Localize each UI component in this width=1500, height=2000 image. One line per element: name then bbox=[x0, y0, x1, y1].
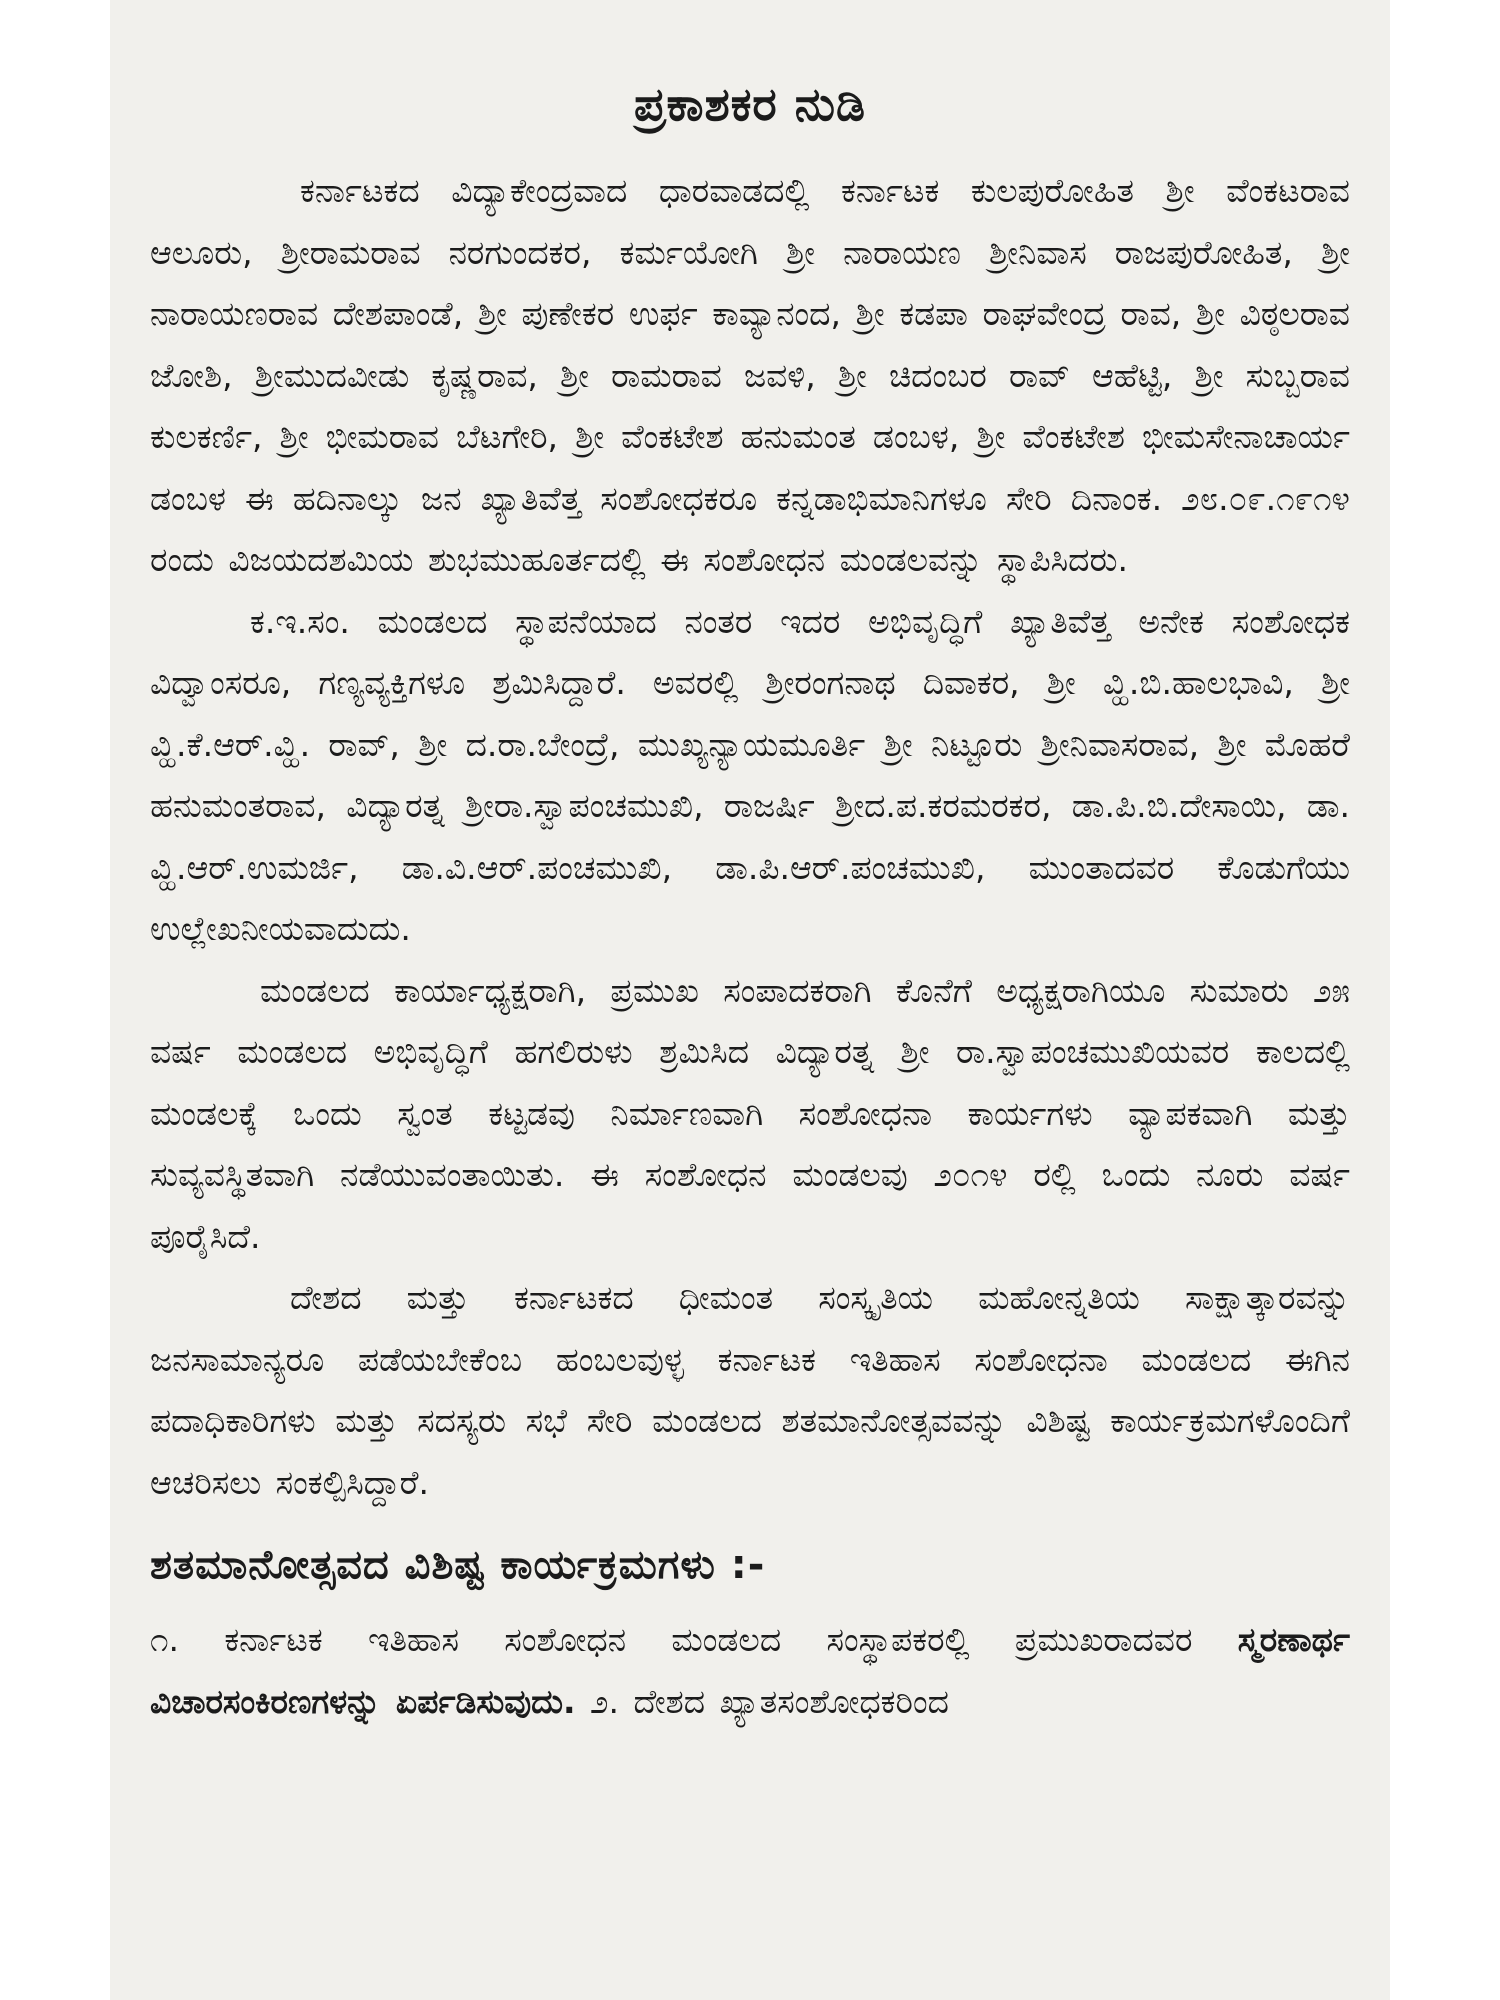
list-item-2-text: ದೇಶದ ಖ್ಯಾತಸಂಶೋಧಕರಿಂದ bbox=[633, 1682, 949, 1721]
page-title: ಪ್ರಕಾಶಕರ ನುಡಿ bbox=[634, 77, 866, 131]
section-heading: ಶತಮಾನೋತ್ಸವದ ವಿಶಿಷ್ಟ ಕಾರ್ಯಕ್ರಮಗಳು :- bbox=[150, 1542, 766, 1588]
paragraph-contributors: ಕ.ಇ.ಸಂ. ಮಂಡಲದ ಸ್ಥಾಪನೆಯಾದ ನಂತರ ಇದರ ಅಭಿವೃದ್ಧಿಗೆ ಖ್ಯಾತಿವೆತ್ತ ಅನೇಕ ಸಂಶೋಧಕ ವಿದ್ವಾಂಸರೂ, ಗಣ್ಯವ್ಯಕ್ತಿಗಳೂ ಶ್ರಮಿಸಿದ್ದಾರೆ. ಅವರಲ್ಲಿ ಶ್ರೀರಂಗನಾಥ ದಿವಾಕರ, ಶ್ರೀ ವ್ಹಿ.ಬಿ.ಹಾಲಭಾವಿ, ಶ್ರೀ ವ್ಹಿ.ಕೆ.ಆರ್.ವ್ಹಿ. ರಾವ್, ಶ್ರೀ ದ.ರಾ.ಬೇಂದ್ರೆ, ಮುಖ್ಯನ್ಯಾಯಮೂರ್ತಿ ಶ್ರೀ ನಿಟ್ಟೂರು ಶ್ರೀನಿವಾಸರಾವ, ಶ್ರೀ ಮೊಹರೆ ಹನುಮಂತರಾವ, ವಿದ್ಯಾರತ್ನ ಶ್ರೀರಾ.ಸ್ವಾಪಂಚಮುಖಿ, ರಾಜರ್ಷಿ ಶ್ರೀದ.ಪ.ಕರಮರಕರ, ಡಾ.ಪಿ.ಬಿ.ದೇಸಾಯಿ, ಡಾ. ವ್ಹಿ.ಆರ್.ಉಮರ್ಜಿ, ಡಾ.ವಿ.ಆರ್.ಪಂಚಮುಖಿ, ಡಾ.ಪಿ.ಆರ್.ಪಂಚಮುಖಿ, ಮುಂತಾದವರ ಕೊಡುಗೆಯು ಉಲ್ಲೇಖನೀಯವಾದುದು. bbox=[150, 601, 1350, 948]
list-item-1-number: ೧. bbox=[150, 1620, 179, 1659]
list-item-1-text: ಕರ್ನಾಟಕ ಇತಿಹಾಸ ಸಂಶೋಧನ ಮಂಡಲದ ಸಂಸ್ಥಾಪಕರಲ್ಲಿ ಪ್ರಮುಖರಾದವರ bbox=[224, 1620, 1193, 1659]
program-list bbox=[150, 1609, 1350, 1733]
paragraph-building: ಮಂಡಲದ ಕಾರ್ಯಾಧ್ಯಕ್ಷರಾಗಿ, ಪ್ರಮುಖ ಸಂಪಾದಕರಾಗಿ ಕೊನೆಗೆ ಅಧ್ಯಕ್ಷರಾಗಿಯೂ ಸುಮಾರು ೨೫ ವರ್ಷ ಮಂಡಲದ ಅಭಿವೃದ್ಧಿಗೆ ಹಗಲಿರುಳು ಶ್ರಮಿಸಿದ ವಿದ್ಯಾರತ್ನ ಶ್ರೀ ರಾ.ಸ್ವಾಪಂಚಮುಖಿಯವರ ಕಾಲದಲ್ಲಿ ಮಂಡಲಕ್ಕೆ ಒಂದು ಸ್ವಂತ ಕಟ್ಟಡವು ನಿರ್ಮಾಣವಾಗಿ ಸಂಶೋಧನಾ ಕಾರ್ಯಗಳು ವ್ಯಾಪಕವಾಗಿ ಮತ್ತು ಸುವ್ಯವಸ್ಥಿತವಾಗಿ ನಡೆಯುವಂತಾಯಿತು. ಈ ಸಂಶೋಧನ ಮಂಡಲವು ೨೦೧೪ ರಲ್ಲಿ ಒಂದು ನೂರು ವರ್ಷ ಪೂರೈಸಿದೆ. bbox=[150, 970, 1350, 1256]
paragraph-founders: ಕರ್ನಾಟಕದ ವಿದ್ಯಾಕೇಂದ್ರವಾದ ಧಾರವಾಡದಲ್ಲಿ ಕರ್ನಾಟಕ ಕುಲಪುರೋಹಿತ ಶ್ರೀ ವೆಂಕಟರಾವ ಆಲೂರು, ಶ್ರೀರಾಮರಾವ ನರಗುಂದಕರ, ಕರ್ಮಯೋಗಿ ಶ್ರೀ ನಾರಾಯಣ ಶ್ರೀನಿವಾಸ ರಾಜಪುರೋಹಿತ, ಶ್ರೀ ನಾರಾಯಣರಾವ ದೇಶಪಾಂಡೆ, ಶ್ರೀ ಪುಣೇಕರ ಉರ್ಫ ಕಾವ್ಯಾನಂದ, ಶ್ರೀ ಕಡಪಾ ರಾಘವೇಂದ್ರ ರಾವ, ಶ್ರೀ ವಿಠ್ಠಲರಾವ ಜೋಶಿ, ಶ್ರೀಮುದವೀಡು ಕೃಷ್ಣರಾವ, ಶ್ರೀ ರಾಮರಾವ ಜವಳಿ, ಶ್ರೀ ಚಿದಂಬರ ರಾವ್ ಆಹೆಟ್ಟಿ, ಶ್ರೀ ಸುಬ್ಬರಾವ ಕುಲಕರ್ಣಿ, ಶ್ರೀ ಭೀಮರಾವ ಬೆಟಗೇರಿ, ಶ್ರೀ ವೆಂಕಟೇಶ ಹನುಮಂತ ಡಂಬಳ, ಶ್ರೀ ವೆಂಕಟೇಶ ಭೀಮಸೇನಾಚಾರ್ಯ ಡಂಬಳ ಈ ಹದಿನಾಲ್ಕು ಜನ ಖ್ಯಾತಿವೆತ್ತ ಸಂಶೋಧಕರೂ ಕನ್ನಡಾಭಿಮಾನಿಗಳೂ ಸೇರಿ ದಿನಾಂಕ. ೨೮.೦೯.೧೯೧೪ ರಂದು ವಿಜಯದಶಮಿಯ ಶುಭಮುಹೂರ್ತದಲ್ಲಿ ಈ ಸಂಶೋಧನ ಮಂಡಲವನ್ನು ಸ್ಥಾಪಿಸಿದರು. bbox=[150, 171, 1350, 579]
list-item-1-bold-text: ಸ್ಮರಣಾರ್ಥ ವಿಚಾರಸಂಕಿರಣಗಳನ್ನು ಏರ್ಪಡಿಸುವುದು. bbox=[150, 1620, 1350, 1721]
page-content bbox=[150, 74, 1350, 1733]
list-item-2-number: ೨. bbox=[590, 1682, 619, 1721]
paragraph-centenary: ದೇಶದ ಮತ್ತು ಕರ್ನಾಟಕದ ಧೀಮಂತ ಸಂಸ್ಕೃತಿಯ ಮಹೋನ್ನತಿಯ ಸಾಕ್ಷಾತ್ಕಾರವನ್ನು ಜನಸಾಮಾನ್ಯರೂ ಪಡೆಯಬೇಕೆಂಬ ಹಂಬಲವುಳ್ಳ ಕರ್ನಾಟಕ ಇತಿಹಾಸ ಸಂಶೋಧನಾ ಮಂಡಲದ ಈಗಿನ ಪದಾಧಿಕಾರಿಗಳು ಮತ್ತು ಸದಸ್ಯರು ಸಭೆ ಸೇರಿ ಮಂಡಲದ ಶತಮಾನೋತ್ಸವವನ್ನು ವಿಶಿಷ್ಟ ಕಾರ್ಯಕ್ರಮಗಳೊಂದಿಗೆ ಆಚರಿಸಲು ಸಂಕಲ್ಪಿಸಿದ್ದಾರೆ. bbox=[150, 1278, 1350, 1502]
